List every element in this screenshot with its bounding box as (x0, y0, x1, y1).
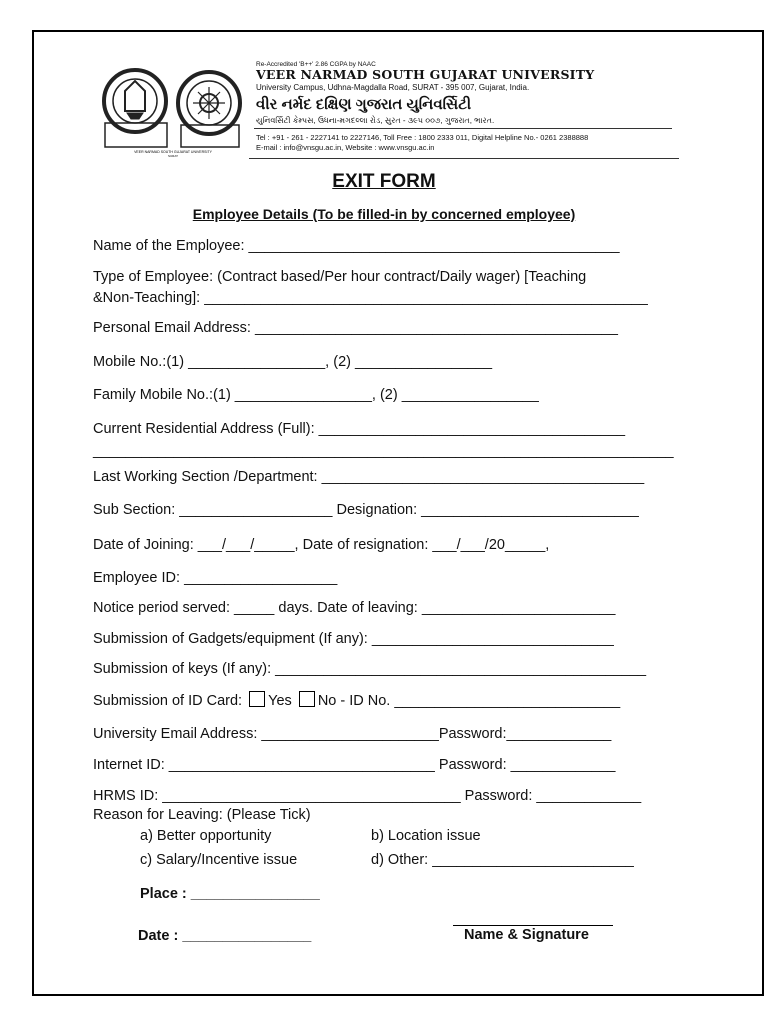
field-gadgets[interactable]: Submission of Gadgets/equipment (If any): ______________________________ (93, 631, 614, 647)
field-keys[interactable]: Submission of keys (If any): ______________________________________________ (93, 661, 647, 677)
university-name-gujarati: વીર નર્મદ દક્ષિણ ગુજરાત યુનિવર્સિટી (256, 96, 472, 113)
field-address-cont[interactable]: ________________________________________________________________________ (93, 443, 674, 459)
field-internet-id[interactable]: Internet ID: _________________________________ Password: _____________ (93, 757, 616, 773)
field-personal-email[interactable]: Personal Email Address: _____________________________________________ (93, 320, 618, 336)
field-employee-name[interactable]: Name of the Employee: ______________________________________________ (93, 238, 620, 254)
accreditation-text: Re-Accredited 'B++' 2.86 CGPA by NAAC (256, 61, 376, 68)
field-family-mobile[interactable]: Family Mobile No.:(1) _________________, (2) _________________ (93, 387, 539, 403)
logo-city: SURAT (168, 154, 178, 157)
id-card-no-checkbox[interactable] (299, 691, 315, 707)
field-sub-section-designation[interactable]: Sub Section: ___________________ Designation: ___________________________ (93, 502, 639, 518)
university-address-gujarati: યુનિવર્સિટી કેમ્પસ, ઉધના-મગદલ્લા રોડ, સુરત - ૩૯૫ ૦૦૭, ગુજરાત, ભારત. (256, 116, 495, 125)
field-address[interactable]: Current Residential Address (Full): ______________________________________ (93, 421, 626, 437)
field-employee-type-cont[interactable]: &Non-Teaching]: _______________________________________________________ (93, 290, 648, 306)
reason-option-d[interactable]: d) Other: _________________________ (371, 852, 634, 868)
reason-option-c[interactable]: c) Salary/Incentive issue (140, 852, 298, 868)
field-employee-id[interactable]: Employee ID: ___________________ (93, 570, 338, 586)
field-dates[interactable]: Date of Joining: ___/___/_____, Date of resignation: ___/___/20_____, (93, 537, 550, 553)
form-title: EXIT FORM (332, 171, 436, 192)
field-place[interactable]: Place : ________________ (140, 886, 320, 902)
field-id-card (93, 691, 620, 710)
header-bottom-rule (249, 158, 679, 159)
field-university-email[interactable]: University Email Address: ______________________Password:_____________ (93, 726, 612, 742)
form-subtitle: Employee Details (To be filled-in by concerned employee) (192, 206, 576, 222)
reason-option-a[interactable]: a) Better opportunity (140, 828, 272, 844)
header-divider (254, 128, 672, 129)
university-name-english: VEER NARMAD SOUTH GUJARAT UNIVERSITY (256, 67, 595, 82)
contact-phone: Tel : +91 - 261 - 2227141 to 2227146, Toll Free : 1800 2333 011, Digital Helpline No.- 0261 2388888 (256, 133, 589, 142)
id-card-no-label[interactable]: No - ID No. ____________________________ (317, 693, 621, 709)
field-mobile[interactable]: Mobile No.:(1) _________________, (2) _________________ (93, 354, 493, 370)
reason-option-b[interactable]: b) Location issue (371, 828, 481, 844)
field-date[interactable]: Date : ________________ (138, 928, 312, 944)
signature-label: Name & Signature (464, 927, 589, 943)
letterhead (94, 58, 679, 158)
field-last-section[interactable]: Last Working Section /Department: ________________________________________ (93, 469, 645, 485)
id-card-label: Submission of ID Card: (93, 693, 247, 709)
contact-email: E-mail : info@vnsgu.ac.in, Website : www.vnsgu.ac.in (256, 143, 435, 152)
logo-caption: VEER NARMAD SOUTH GUJARAT UNIVERSITY (134, 150, 212, 154)
field-employee-type: Type of Employee: (Contract based/Per hour contract/Daily wager) [Teaching (93, 269, 587, 285)
university-address-english: University Campus, Udhna-Magdalla Road, SURAT - 395 007, Gujarat, India. (256, 83, 530, 92)
field-hrms-id[interactable]: HRMS ID: _____________________________________ Password: _____________ (93, 788, 642, 804)
field-notice-period[interactable]: Notice period served: _____ days. Date of leaving: ________________________ (93, 600, 616, 616)
university-logo (97, 61, 249, 157)
id-card-yes-checkbox[interactable] (249, 691, 265, 707)
id-card-yes-label: Yes (268, 693, 296, 709)
reason-heading: Reason for Leaving: (Please Tick) (93, 807, 311, 823)
